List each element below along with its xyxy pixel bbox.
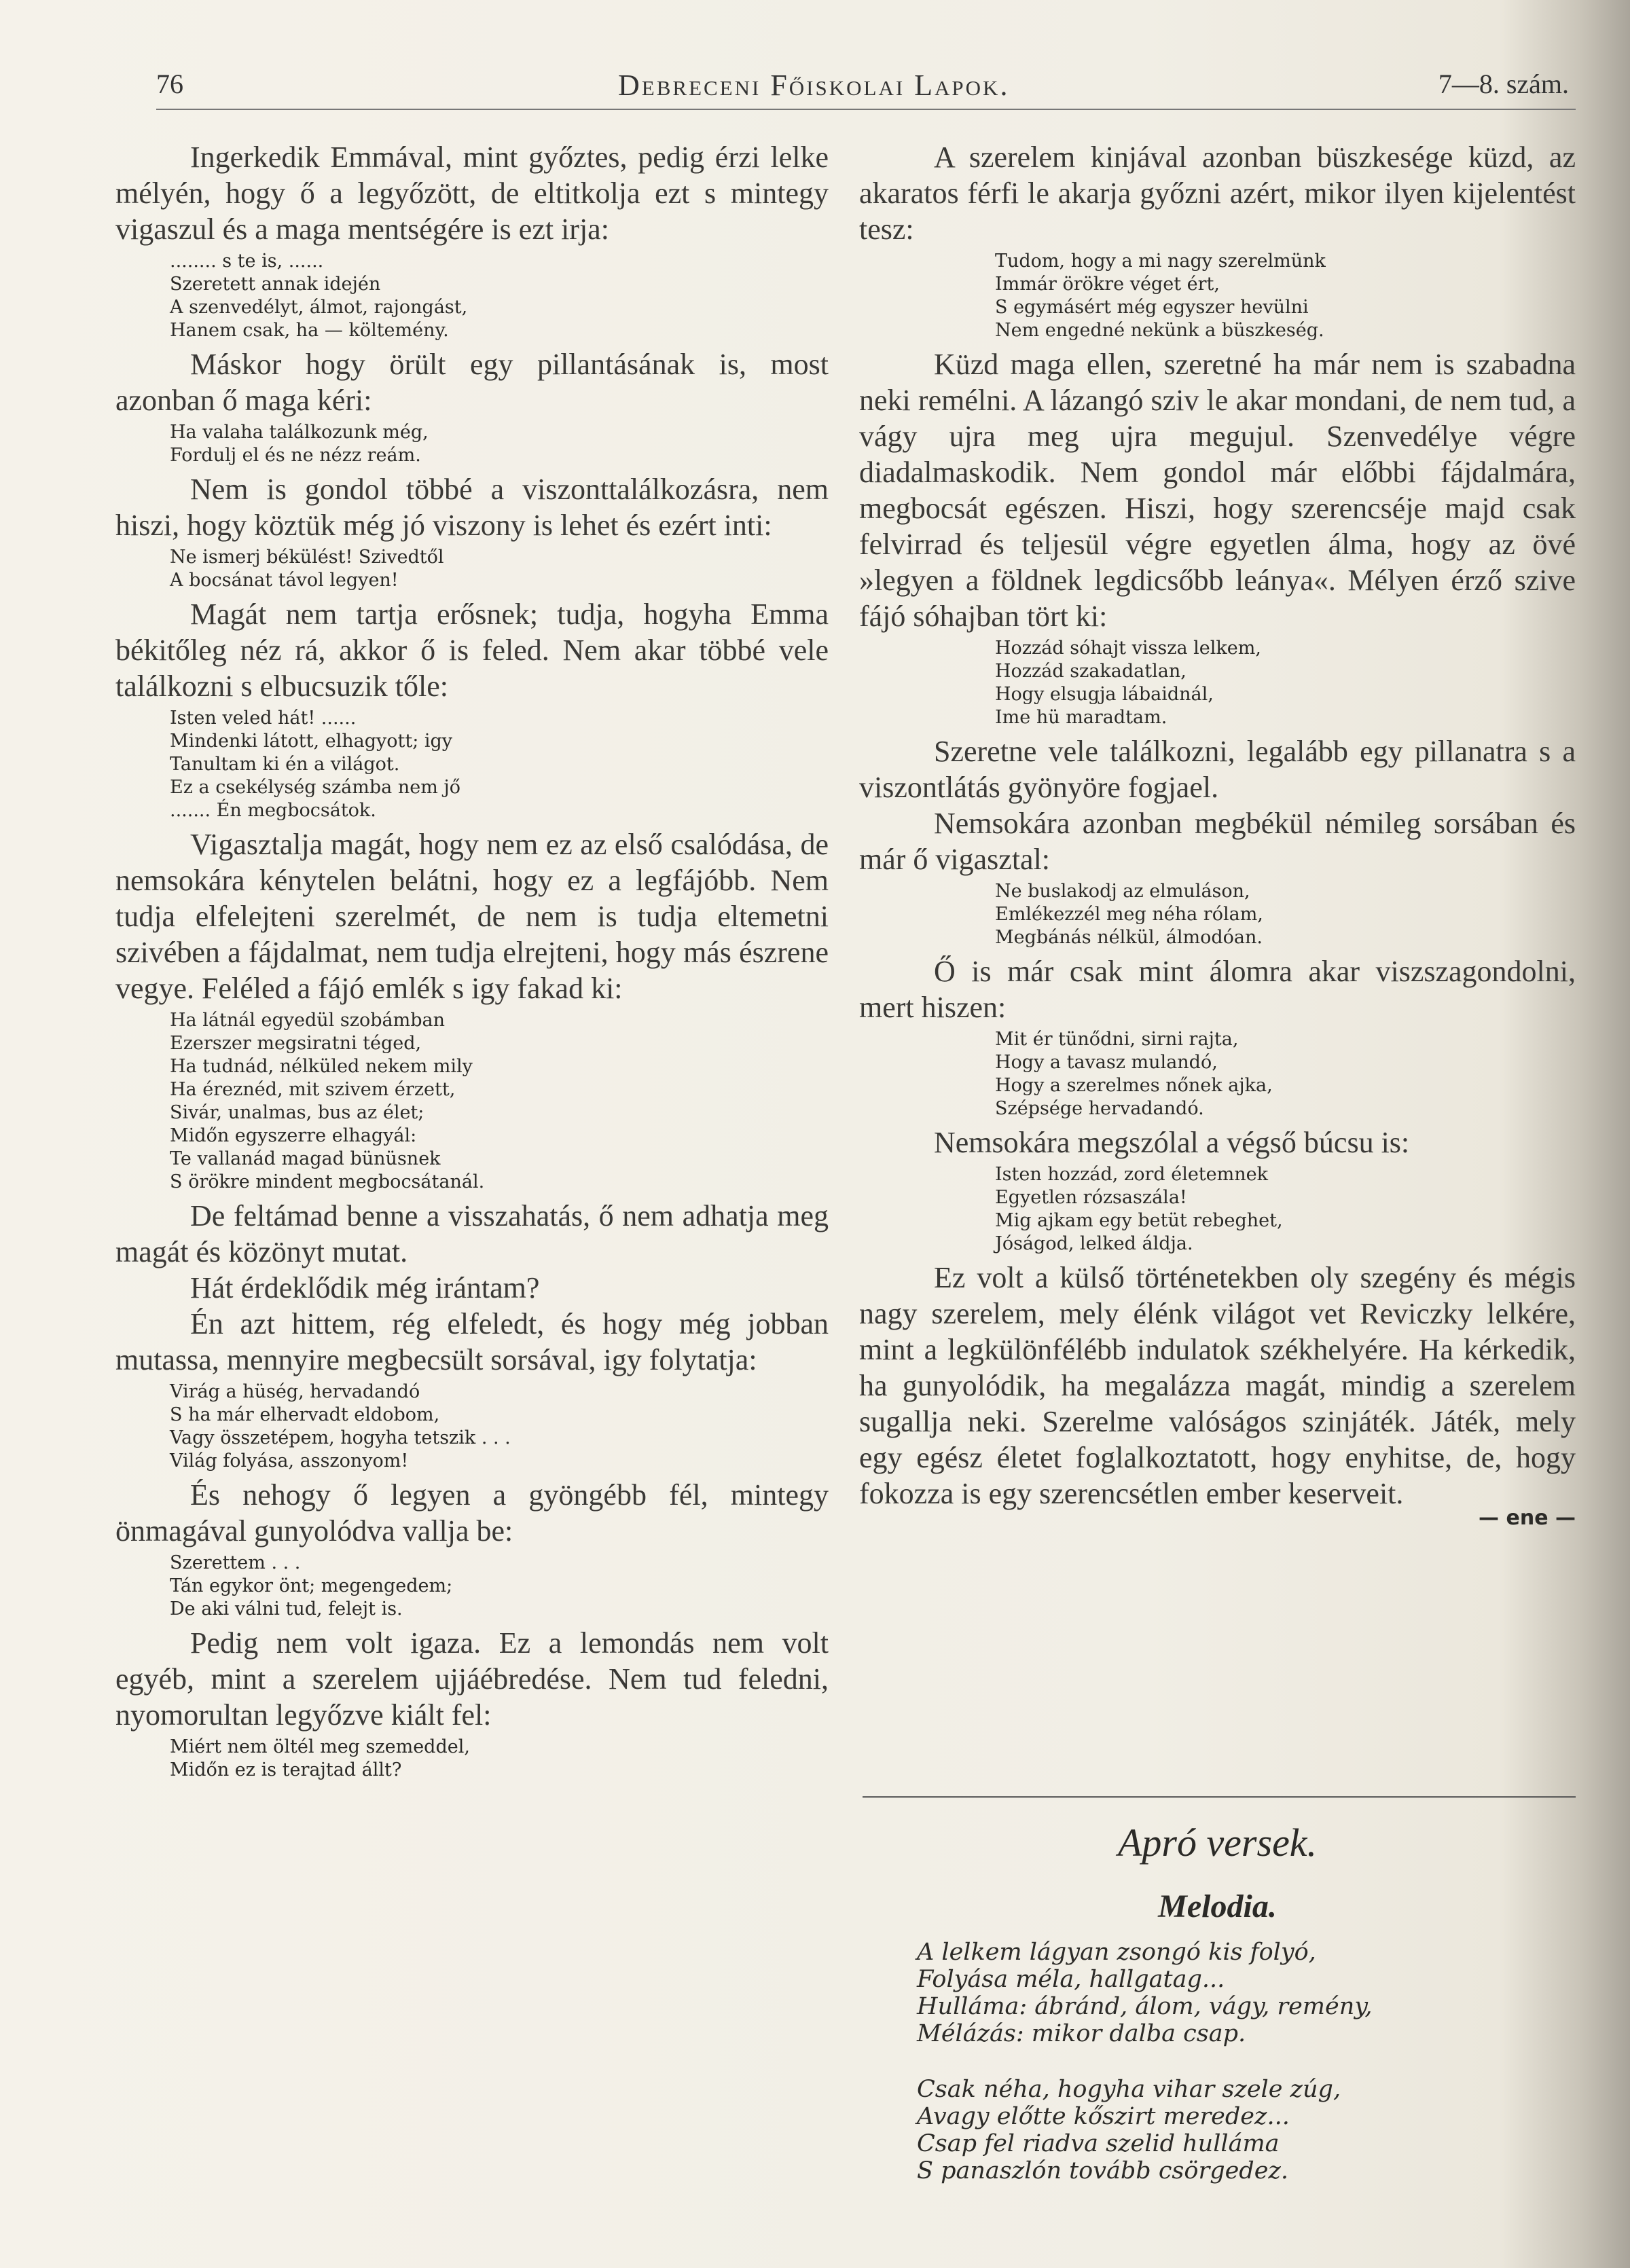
paragraph: Hát érdeklődik még irántam? <box>190 1271 540 1304</box>
verse-quote <box>170 421 829 467</box>
verse-line: A bocsánat távol legyen! <box>170 570 399 591</box>
verse-line: Nem engedné nekünk a büszkeség. <box>995 320 1324 341</box>
paragraph: Nemsokára azonban megbékül némileg sorsában és már ő vigasztal: <box>859 807 1576 876</box>
left-column <box>115 139 829 1786</box>
verse-line: Tán egykor önt; megengedem; <box>170 1575 453 1596</box>
issue-number: 7—8. szám. <box>1438 69 1569 99</box>
paragraph: Vigasztalja magát, hogy nem ez az első csalódása, de nemsokára kénytelen belátni, hogy ez a legfájóbb. Nem tudja elfelejteni szerelmét, de nem is tudja eltemetni szivében a fájdalmat, nem tudja elrejteni, hogy más észrene vegye. Feléled a fájó emlék s igy fakad ki: <box>115 828 829 1005</box>
verse-line: Isten veled hát! ...... <box>170 708 357 729</box>
verse-quote <box>995 1028 1576 1120</box>
verse-line: ........ s te is, ...... <box>170 251 324 272</box>
verse-line: Szerettem . . . <box>170 1552 301 1573</box>
poem-title: Melodia. <box>1158 1888 1277 1924</box>
verse-line: Ne buslakodj az elmuláson, <box>995 881 1250 902</box>
verse-line: Emlékezzél meg néha rólam, <box>995 904 1263 925</box>
verse-line: Isten hozzád, zord életemnek <box>995 1164 1268 1185</box>
verse-quote <box>170 1009 829 1194</box>
header-rule <box>156 109 1576 110</box>
verse-line: Mindenki látott, elhagyott; igy <box>170 731 453 752</box>
verse-line: Ime hü maradtam. <box>995 707 1167 728</box>
verse-line: Hogy a szerelmes nőnek ajka, <box>995 1075 1273 1096</box>
verse-quote <box>170 707 829 822</box>
verse-line: Ha látnál egyedül szobámban <box>170 1010 445 1031</box>
verse-line: Jóságod, lelked áldja. <box>995 1233 1193 1254</box>
verse-line: Midőn ez is terajtad állt? <box>170 1759 402 1780</box>
verse-line: Ha tudnád, nélküled nekem mily <box>170 1056 473 1077</box>
verse-quote <box>995 637 1576 729</box>
paragraph: Nemsokára megszólal a végső búcsu is: <box>934 1126 1410 1159</box>
paragraph: Küzd maga ellen, szeretné ha már nem is szabadna neki remélni. A lázangó sziv le akar mondani, de nem tud, a vágy ujra meg ujra megujul. Szenvedélye végre diadalmaskodik. Nem gondol már előbbi fájdalmára, megbocsát egészen. Hiszi, hogy szerencséje majd csak felvirrad és teljesül végre egyetlen álma, hogy az övé »legyen a földnek legdicsőbb leánya«. Mélyen érző szive fájó sóhajban tört ki: <box>859 348 1576 633</box>
verse-line: Hogy a tavasz mulandó, <box>995 1052 1218 1073</box>
stanza <box>917 1939 1528 2047</box>
poem <box>917 1939 1528 2213</box>
verse-line: Ha éreznéd, mit szivem érzett, <box>170 1079 456 1100</box>
verse-line: Te vallanád magad bünüsnek <box>170 1148 441 1169</box>
verse-quote <box>995 250 1576 342</box>
verse-line: Megbánás nélkül, álmodóan. <box>995 927 1263 948</box>
verse-quote <box>170 1380 829 1473</box>
verse-line: De aki válni tud, felejt is. <box>170 1598 403 1620</box>
verse-line: ....... Én megbocsátok. <box>170 800 376 821</box>
verse-quote <box>170 546 829 592</box>
paragraph: De feltámad benne a visszahatás, ő nem adhatja meg magát és közönyt mutat. <box>115 1199 829 1268</box>
paragraph: Nem is gondol többé a viszonttalálkozásra, nem hiszi, hogy köztük még jó viszony is lehet és ezért inti: <box>115 473 829 542</box>
poem-line: A lelkem lágyan zsongó kis folyó, <box>917 1939 1316 1966</box>
section-title: Apró versek. <box>1117 1821 1318 1865</box>
verse-line: Hozzád sóhajt vissza lelkem, <box>995 638 1261 659</box>
verse-line: Hogy elsugja lábaidnál, <box>995 684 1214 705</box>
paragraph: Szeretne vele találkozni, legalább egy pillanatra s a viszontlátás gyönyöre fogjael. <box>859 735 1576 804</box>
verse-line: Ezerszer megsiratni téged, <box>170 1033 422 1054</box>
verse-line: Szeretett annak idején <box>170 274 381 295</box>
verse-line: Ha valaha találkozunk még, <box>170 422 429 443</box>
verse-line: Virág a hüség, hervadandó <box>170 1381 420 1402</box>
paragraph: Én azt hittem, rég elfeledt, és hogy még jobban mutassa, mennyire megbecsült sorsával, igy folytatja: <box>115 1307 829 1376</box>
paragraph: Ő is már csak mint álomra akar viszszagondolni, mert hiszen: <box>859 955 1576 1024</box>
verse-line: Szépsége hervadandó. <box>995 1098 1204 1119</box>
verse-line: Ez a csekélység számba nem jő <box>170 777 461 798</box>
poem-line: Mélázás: mikor dalba csap. <box>917 2020 1246 2047</box>
page-number: 76 <box>156 69 183 99</box>
verse-line: Immár örökre véget ért, <box>995 274 1220 295</box>
verse-line: Világ folyása, asszonyom! <box>170 1450 409 1471</box>
verse-line: A szenvedélyt, álmot, rajongást, <box>170 297 468 318</box>
paragraph: Magát nem tartja erősnek; tudja, hogyha Emma békitőleg néz rá, akkor ő is feled. Nem akar többé vele találkozni s elbucsuzik tőle: <box>115 598 829 703</box>
paragraph: Ingerkedik Emmával, mint győztes, pedig érzi lelke mélyén, hogy ő a legyőzött, de eltitkolja ezt s mintegy vigaszul és a maga mentségére is ezt irja: <box>115 141 829 246</box>
poem-line: Avagy előtte kőszirt meredez... <box>917 2103 1290 2130</box>
verse-line: Vagy összetépem, hogyha tetszik . . . <box>170 1427 511 1448</box>
paragraph: És nehogy ő legyen a gyöngébb fél, mintegy önmagával gunyolódva vallja be: <box>115 1478 829 1548</box>
verse-line: Hanem csak, ha — költemény. <box>170 320 449 341</box>
stanza <box>917 2076 1528 2184</box>
verse-quote <box>170 1552 829 1621</box>
verse-line: Fordulj el és ne nézz reám. <box>170 445 421 466</box>
verse-line: Mig ajkam egy betüt rebeghet, <box>995 1210 1283 1231</box>
poem-line: S panaszlón tovább csörgedez. <box>917 2157 1288 2184</box>
right-column <box>859 139 1576 1530</box>
verse-line: S ha már elhervadt eldobom, <box>170 1404 440 1425</box>
verse-line: Miért nem öltél meg szemeddel, <box>170 1736 470 1757</box>
verse-quote <box>170 250 829 342</box>
verse-line: Midőn egyszerre elhagyál: <box>170 1125 417 1146</box>
verse-line: Mit ér tünődni, sirni rajta, <box>995 1029 1239 1050</box>
paragraph: A szerelem kinjával azonban büszkesége küzd, az akaratos férfi le akarja győzni azért, mikor ilyen kijelentést tesz: <box>859 141 1576 246</box>
paragraph: Ez volt a külső történetekben oly szegény és mégis nagy szerelem, mely élénk világot vet Reviczky lelkére, mint a legkülönfélébb indulatok székhelyére. Ha kérkedik, ha gunyolódik, ha megalázza magát, mindig a szerelem sugallja neki. Szerelme valóságos szinjáték. Játék, mely egy egész életet foglalkoztatott, hogy enyhitse, de, hogy fokozza is egy szerencsétlen ember keserveit. <box>859 1261 1576 1510</box>
section-divider <box>863 1796 1576 1800</box>
journal-title: Debreceni Főiskolai Lapok. <box>618 69 1010 102</box>
verse-quote <box>995 880 1576 949</box>
verse-quote <box>170 1736 829 1782</box>
poem-line: Hulláma: ábránd, álom, vágy, remény, <box>917 1993 1373 2020</box>
verse-line: Sivár, unalmas, bus az élet; <box>170 1102 424 1123</box>
verse-line: Hozzád szakadatlan, <box>995 661 1187 682</box>
paragraph: Pedig nem volt igaza. Ez a lemondás nem volt egyéb, mint a szerelem ujjáébredése. Nem tud feledni, nyomorultan legyőzve kiált fel: <box>115 1626 829 1732</box>
poem-line: Csap fel riadva szelid hulláma <box>917 2130 1280 2157</box>
verse-line: S egymásért még egyszer hevülni <box>995 297 1309 318</box>
paragraph: Máskor hogy örült egy pillantásának is, most azonban ő maga kéri: <box>115 348 829 417</box>
verse-quote <box>995 1163 1576 1256</box>
verse-line: Egyetlen rózsaszála! <box>995 1187 1187 1208</box>
verse-line: Tanultam ki én a világot. <box>170 754 400 775</box>
verse-line: Ne ismerj békülést! Szivedtől <box>170 547 444 568</box>
poem-line: Folyása méla, hallgatag... <box>917 1966 1225 1993</box>
signature: — ene — <box>1479 1506 1576 1530</box>
poem-line: Csak néha, hogyha vihar szele zúg, <box>917 2076 1341 2103</box>
verse-line: Tudom, hogy a mi nagy szerelmünk <box>995 251 1326 272</box>
verse-line: S örökre mindent megbocsátanál. <box>170 1171 485 1192</box>
